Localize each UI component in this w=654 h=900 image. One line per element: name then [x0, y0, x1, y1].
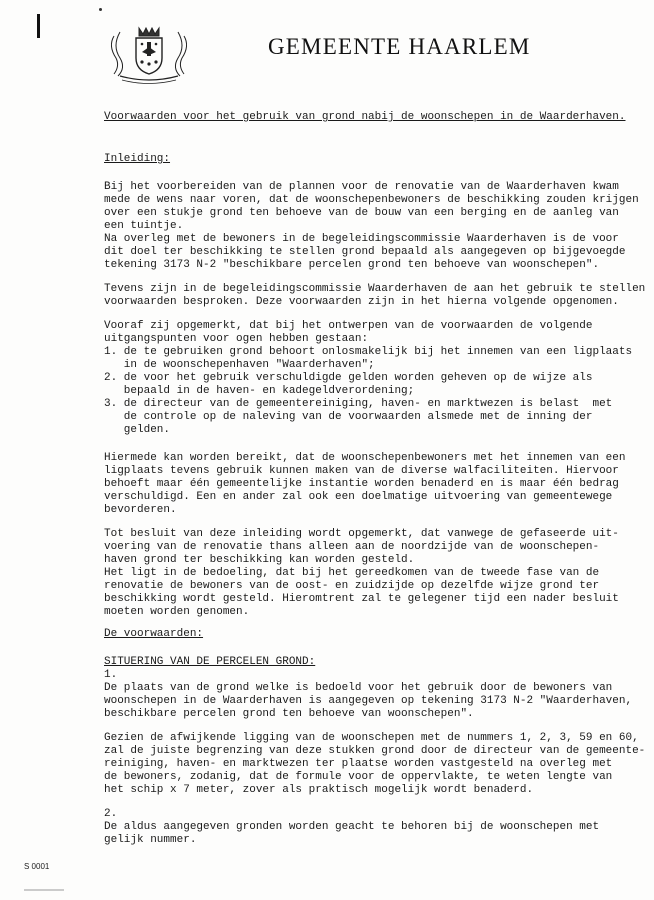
body-line: reiniging, haven- en marktwezen ter plaatse worden vastgesteld na overleg met [104, 758, 613, 770]
body-line: dit doel ter beschikking te stellen grond bepaald als aangegeven op bijgevoegde [104, 246, 626, 258]
body-line: moeten worden genomen. [104, 606, 250, 618]
body-line: Tot besluit van deze inleiding wordt opgemerkt, dat vanwege de gefaseerde uit- [104, 528, 619, 540]
margin-mark [37, 14, 40, 38]
body-line: gelijk nummer. [104, 834, 197, 846]
body-line: De aldus aangegeven gronden worden geacht te behoren bij de woonschepen met [104, 821, 600, 833]
body-line: Na overleg met de bewoners in de begeleidingscommissie Waarderhaven is de voor [104, 233, 619, 245]
body-line: een tuintje. [104, 220, 184, 232]
section-heading: SITUERING VAN DE PERCELEN GROND: [104, 656, 316, 668]
body-line: gelden. [104, 424, 171, 436]
body-line: mede de wens naar voren, dat de woonschepenbewoners de beschikking zouden krijgen [104, 194, 639, 206]
body-line: De plaats van de grond welke is bedoeld voor het gebruik door de bewoners van [104, 682, 613, 694]
section-heading: Voorwaarden voor het gebruik van grond nabij de woonschepen in de Waarderhaven. [104, 111, 626, 123]
body-line: over een stukje grond ten behoeve van de bouw van een berging en de aanleg van [104, 207, 619, 219]
body-line: woonschepen in de Waarderhaven is aangegeven op tekening 3173 N-2 "Waarderhaven, [104, 695, 633, 707]
body-line: 1. [104, 669, 118, 681]
body-line: Vooraf zij opgemerkt, dat bij het ontwerpen van de voorwaarden de volgende [104, 320, 593, 332]
body-line: voorwaarden besproken. Deze voorwaarden zijn in het hierna volgende opgenomen. [104, 296, 619, 308]
body-line: 2. de voor het gebruik verschuldigde gelden worden geheven op de wijze als [104, 372, 593, 384]
municipality-name: GEMEENTE HAARLEM [268, 34, 531, 59]
scan-smudge [24, 889, 64, 891]
body-line: het schip x 7 meter, zover als praktisch mogelijk wordt benaderd. [104, 784, 534, 796]
section-heading: Inleiding: [104, 153, 171, 165]
body-line: ligplaats tevens gebruik kunnen maken van de diverse walfaciliteiten. Hiervoor [104, 465, 619, 477]
body-line: zal de juiste begrenzing van deze stukken grond door de directeur van de gemeente- [104, 745, 646, 757]
body-line: 1. de te gebruiken grond behoort onlosmakelijk bij het innemen van een ligplaats [104, 346, 633, 358]
body-line: de bewoners, zodanig, dat de formule voor de oppervlakte, te weten lengte van [104, 771, 613, 783]
body-line: Gezien de afwijkende ligging van de woonschepen met de nummers 1, 2, 3, 59 en 60, [104, 732, 639, 744]
body-line: verschuldigd. Een en ander zal ook een doelmatige uitvoering van gemeentewege [104, 491, 613, 503]
body-line: beschikbare percelen grond ten behoeve van woonschepen". [104, 708, 474, 720]
body-line: uitgangspunten voor ogen hebben gestaan: [104, 333, 369, 345]
body-line: Het ligt in de bedoeling, dat bij het gereedkomen van de tweede fase van de [104, 567, 600, 579]
body-line: tekening 3173 N-2 "beschikbare percelen grond ten behoeve van woonschepen". [104, 259, 600, 271]
body-line: voering van de renovatie thans alleen aan de noordzijde van de woonschepen- [104, 541, 600, 553]
body-line: behoeft maar één gemeentelijke instantie worden benaderd en is maar één bedrag [104, 478, 619, 490]
body-line: renovatie de bewoners van de oost- en zuidzijde op dezelfde wijze grond ter [104, 580, 600, 592]
body-line: Hiermede kan worden bereikt, dat de woonschepenbewoners met het innemen van een [104, 452, 626, 464]
body-line: haven grond ter beschikking kan worden gesteld. [104, 554, 415, 566]
body-line: de controle op de naleving van de voorwaarden alsmede met de inning der [104, 411, 593, 423]
body-line: Bij het voorbereiden van de plannen voor de renovatie van de Waarderhaven kwam [104, 181, 619, 193]
section-heading: De voorwaarden: [104, 628, 204, 640]
haarlem-coat-of-arms-icon [106, 22, 192, 86]
body-line: in de woonschepenhaven "Waarderhaven"; [104, 359, 375, 371]
body-line: bepaald in de haven- en kadegeldverordening; [104, 385, 415, 397]
body-line: 3. de directeur van de gemeentereiniging, haven- en marktwezen is belast met [104, 398, 613, 410]
body-line: Tevens zijn in de begeleidingscommissie Waarderhaven de aan het gebruik te stellen [104, 283, 646, 295]
body-line: bevorderen. [104, 504, 177, 516]
form-code: S 0001 [24, 862, 50, 871]
margin-dot [99, 8, 102, 11]
body-line: beschikking wordt gesteld. Hieromtrent zal te gelegener tijd een nader besluit [104, 593, 619, 605]
body-line: 2. [104, 808, 118, 820]
